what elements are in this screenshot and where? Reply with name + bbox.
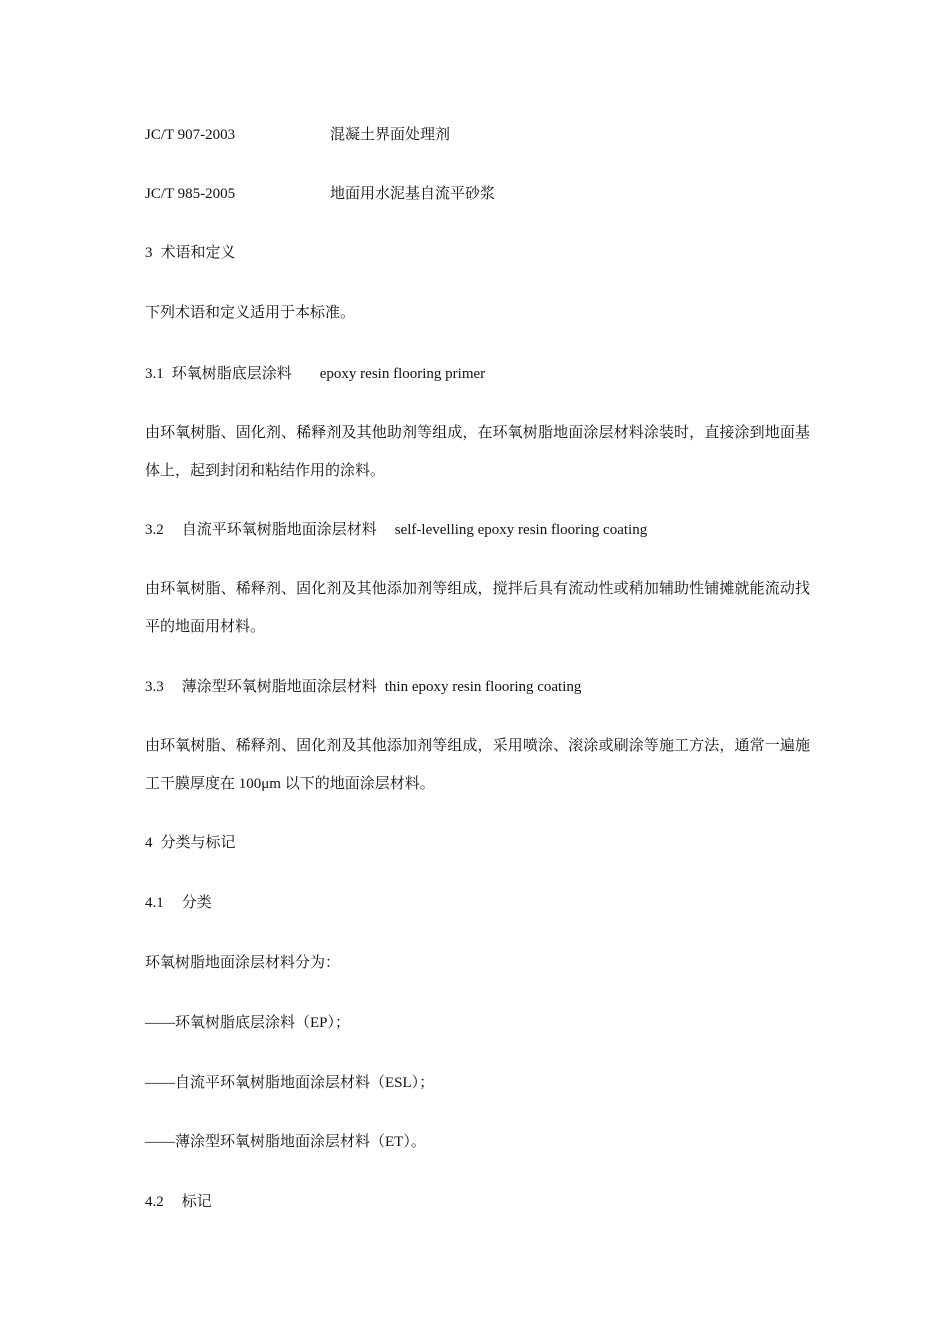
standard-title: 混凝土界面处理剂 bbox=[330, 127, 451, 143]
standard-title: 地面用水泥基自流平砂浆 bbox=[330, 186, 496, 202]
list-item: ——自流平环氧树脂地面涂层材料（ESL）； bbox=[145, 1075, 435, 1091]
term-heading-3-2 bbox=[145, 520, 647, 540]
section-heading-4 bbox=[145, 833, 236, 853]
term-chinese: 环氧树脂底层涂料 bbox=[171, 366, 292, 382]
section-title: 术语和定义 bbox=[160, 245, 236, 261]
section-number: 3 bbox=[145, 245, 153, 261]
term-number: 3.1 bbox=[145, 366, 164, 382]
term-english: self-levelling epoxy resin flooring coating bbox=[394, 522, 648, 538]
term-definition-3-1: 由环氧树脂、固化剂、稀释剂及其他助剂等组成，在环氧树脂地面涂层材料涂装时，直接涂到地面基体上，起到封闭和粘结作用的涂料。 bbox=[145, 425, 810, 479]
subsection-title: 分类 bbox=[181, 895, 212, 911]
term-definition-3-3: 由环氧树脂、稀释剂、固化剂及其他添加剂等组成，采用喷涂、滚涂或刷涂等施工方法，通常一遍施工干膜厚度在 100μm 以下的地面涂层材料。 bbox=[145, 738, 810, 792]
term-heading-3-3 bbox=[145, 677, 581, 697]
subsection-heading-4-2 bbox=[145, 1192, 212, 1212]
subsection-heading-4-1 bbox=[145, 893, 212, 913]
term-number: 3.3 bbox=[145, 679, 164, 695]
term-chinese: 自流平环氧树脂地面涂层材料 bbox=[181, 522, 377, 538]
subsection-title: 标记 bbox=[181, 1194, 212, 1210]
classification-intro: 环氧树脂地面涂层材料分为： bbox=[145, 955, 341, 971]
section-heading-3 bbox=[145, 243, 236, 263]
standard-code: JC/T 985-2005 bbox=[145, 186, 236, 202]
section-number: 4 bbox=[145, 835, 153, 851]
subsection-number: 4.2 bbox=[145, 1194, 164, 1210]
section-intro: 下列术语和定义适用于本标准。 bbox=[145, 305, 356, 321]
term-heading-3-1 bbox=[145, 364, 485, 384]
list-item: ——薄涂型环氧树脂地面涂层材料（ET）。 bbox=[145, 1134, 426, 1150]
list-item: ——环氧树脂底层涂料（EP）； bbox=[145, 1015, 351, 1031]
reference-row bbox=[145, 184, 495, 204]
reference-row bbox=[145, 125, 450, 145]
term-definition-3-2: 由环氧树脂、稀释剂、固化剂及其他添加剂等组成，搅拌后具有流动性或稍加辅助性铺摊就能流动找平的地面用材料。 bbox=[145, 581, 810, 635]
term-chinese: 薄涂型环氧树脂地面涂层材料 bbox=[181, 679, 377, 695]
section-title: 分类与标记 bbox=[160, 835, 236, 851]
term-english: thin epoxy resin flooring coating bbox=[384, 679, 582, 695]
term-english: epoxy resin flooring primer bbox=[319, 366, 486, 382]
subsection-number: 4.1 bbox=[145, 895, 164, 911]
standard-code: JC/T 907-2003 bbox=[145, 127, 236, 143]
term-number: 3.2 bbox=[145, 522, 164, 538]
